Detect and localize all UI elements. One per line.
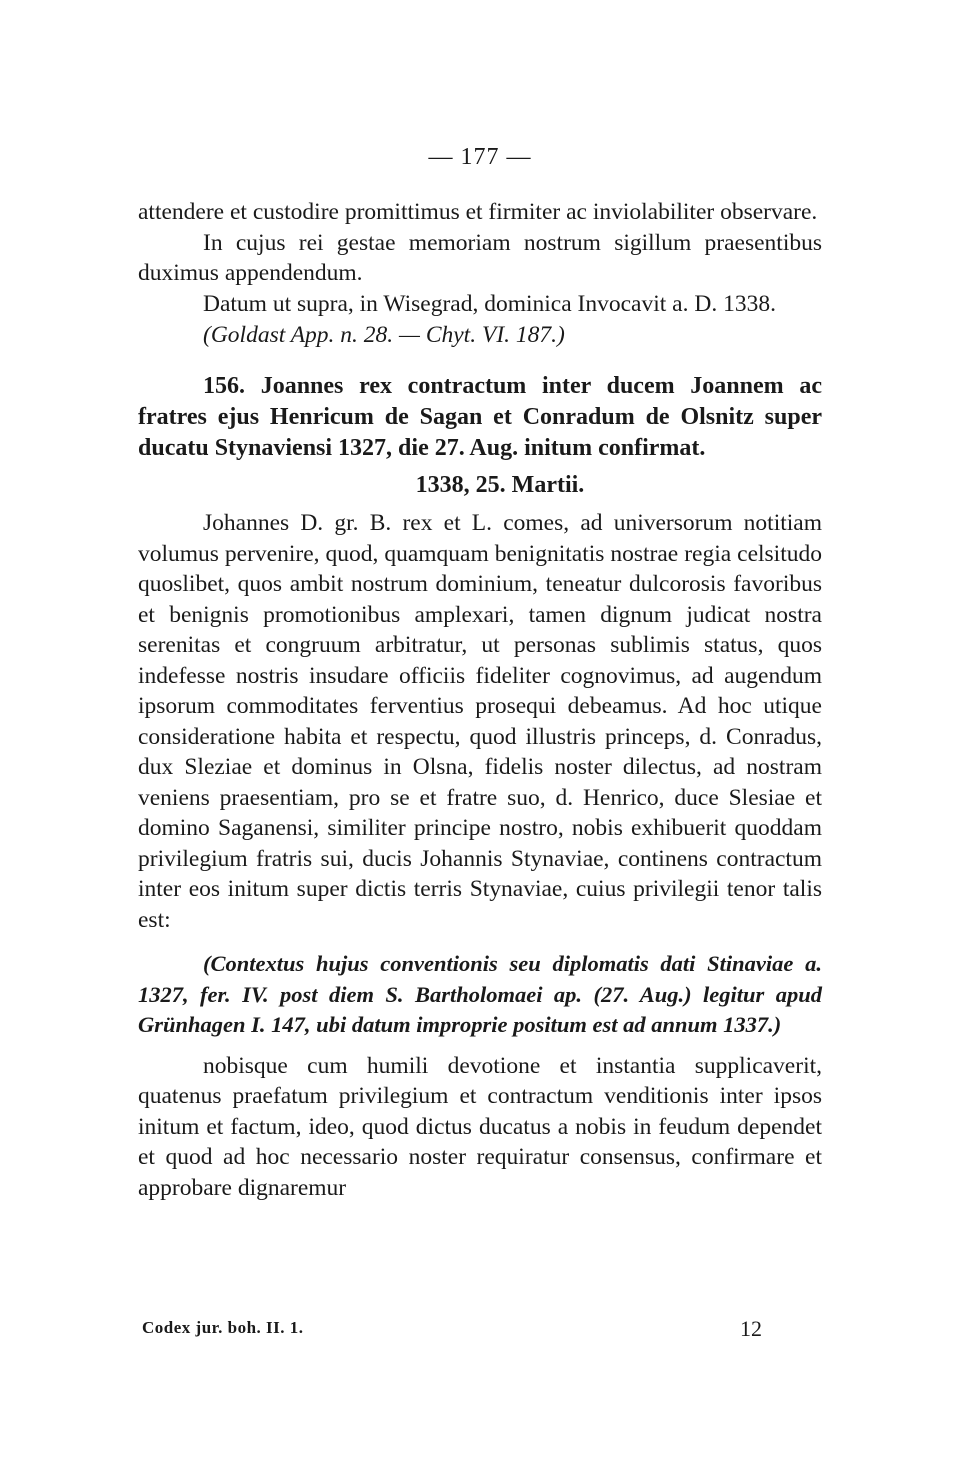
page-number: — 177 — (428, 144, 532, 170)
document-heading: 156. Joannes rex contractum inter ducem Joannem ac fratres ejus Henricum de Sagan et Conradum de Olsnitz super ducatu Stynaviensi 1327, die 27. Aug. initum confirmat. (138, 372, 822, 461)
source-citation: (Goldast App. n. 28. — Chyt. VI. 187.) (203, 322, 565, 348)
sheet-number: 12 (740, 1316, 762, 1341)
paragraph-dating-clause: Datum ut supra, in Wisegrad, dominica Invocavit a. D. 1338. (203, 290, 776, 317)
signature-mark: Codex jur. boh. II. 1. (142, 1318, 304, 1337)
document-text-main: Johannes D. gr. B. rex et L. comes, ad universorum notitiam volumus pervenire, quod, quamquam benignitatis nostrae regia celsitudo quoslibet, quos ambit nostrum dominium, teneatur dulcorosis favoribus et benignis promotionibus amplexari, tamen dignum judicat nostra serenitas et congruum arbitratur, ut personas sublimis status, quos indefesse nostris insudare officiis fideliter cognovimus, ad augendum ipsorum commoditates ferventius prosequi debeamus. Ad hoc utique consideratione habita et respectu, quod illustris princeps, d. Conradus, dux Sleziae et dominus in Olsna, fidelis noster dilectus, ad nostram veniens praesentiam, pro se et fratre suo, d. Henrico, duce Slesiae et domino Saganensi, similiter principe nostro, nobis exhibuerit quoddam privilegium fratris sui, ducis Johannis Stynaviae, continens contractum inter eos initum super dictis terris Stynaviae, cuius privilegii tenor talis est: (138, 510, 822, 933)
page-body (138, 197, 822, 1203)
document-date: 1338, 25. Martii. (415, 471, 585, 498)
document-text-continued: nobisque cum humili devotione et instantia supplicaverit, quatenus praefatum privilegium et contractum venditionis inter ipsos initum et factum, ideo, quod dictus ducatus a nobis in feudum dependet et quod ad hoc necessario noster requiratur consensus, confirmare et approbare dignaremur (138, 1052, 822, 1201)
paragraph-closing-text: attendere et custodire promittimus et firmiter ac inviolabiliter observare. (138, 199, 818, 225)
page-footer (142, 1316, 762, 1341)
contents-summary: (Contextus hujus conventionis seu diplomatis dati Stinaviae a. 1327, fer. IV. post diem S. Bartholomaei ap. (27. Aug.) legitur apud Grünhagen I. 147, ubi datum improprie positum est ad annum 1337.) (138, 951, 822, 1037)
paragraph-sealing-clause: In cujus rei gestae memoriam nostrum sigillum praesentibus duximus appendendum. (138, 229, 822, 286)
